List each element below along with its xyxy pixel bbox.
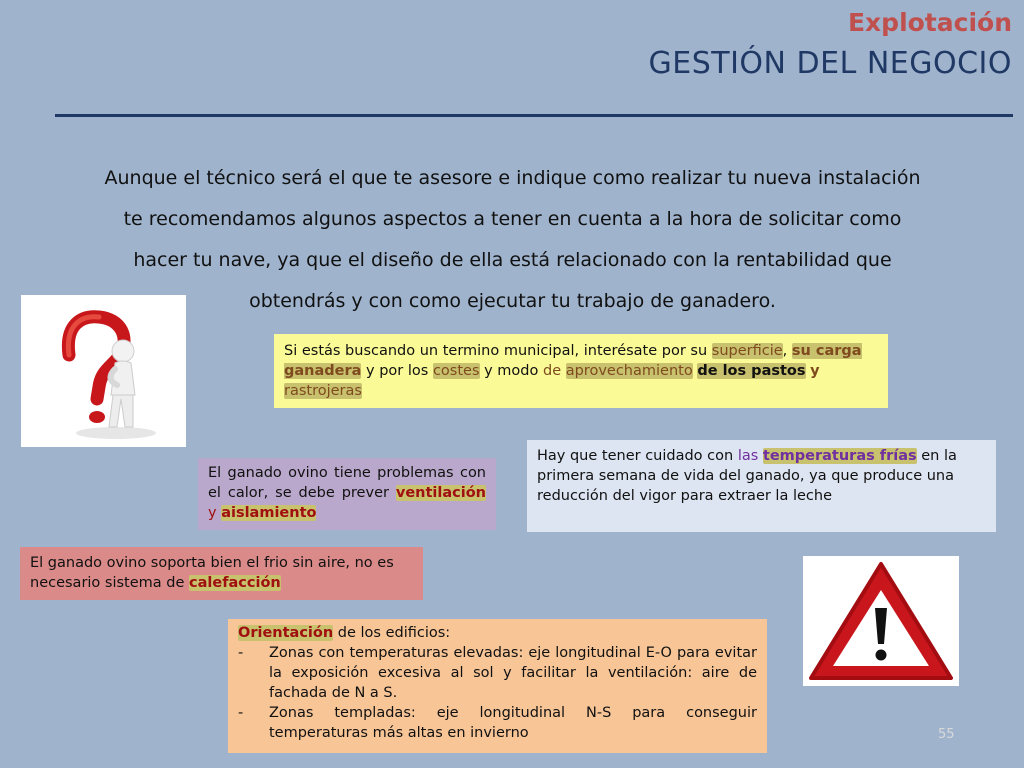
note-text: y — [810, 363, 820, 379]
note-text: de — [542, 363, 562, 379]
list-item — [238, 643, 757, 703]
note-text: de los edificios: — [333, 625, 451, 641]
highlight-rastrojeras: rastrojeras — [284, 383, 362, 399]
highlight-calefaccion: calefacción — [189, 575, 281, 591]
highlight-temperaturas-frias: temperaturas frías — [762, 448, 917, 464]
orange-note-box — [228, 619, 767, 753]
note-text: Hay que tener cuidado con — [537, 448, 738, 464]
question-mark-figure-icon — [21, 295, 186, 447]
note-text: y por los — [361, 363, 433, 379]
highlight-superficie: superficie — [711, 343, 783, 359]
section-title: Explotación — [847, 8, 1012, 37]
lavender-note-box — [198, 458, 496, 530]
note-text: y — [208, 505, 222, 521]
highlight-costes: costes — [432, 363, 480, 379]
intro-line: obtendrás y con como ejecutar tu trabajo de ganadero. — [249, 290, 776, 312]
blue-note-box — [527, 440, 996, 532]
note-text: El ganado ovino soporta bien el frio sin aire, no es necesario sistema de — [30, 555, 394, 591]
note-text: Si estás buscando un termino municipal, interésate por su — [284, 343, 712, 359]
note-text: en la primera semana de vida del ganado, ya que produce una reducción del vigor para extraer la leche — [537, 448, 957, 504]
highlight-aislamiento: aislamiento — [221, 505, 317, 521]
intro-paragraph — [60, 158, 965, 322]
list-dash: - — [238, 705, 244, 721]
page-title: GESTIÓN DEL NEGOCIO — [648, 46, 1012, 81]
highlight-carga-ganadera: su carga ganadera — [284, 343, 862, 379]
pink-note-box — [20, 547, 423, 600]
yellow-note-box — [274, 334, 888, 408]
note-text: y modo — [479, 363, 543, 379]
note-text: las — [737, 448, 759, 464]
note-text: El ganado ovino tiene problemas con el calor, se debe prever — [208, 465, 486, 501]
list-item — [238, 703, 757, 743]
intro-line: Aunque el técnico será el que te asesore e indique como realizar tu nueva instalación — [104, 167, 921, 189]
highlight-pastos: de los pastos — [697, 363, 806, 379]
warning-triangle-icon — [803, 556, 959, 686]
note-text: , — [782, 343, 792, 359]
highlight-aprovechamiento: aprovechamiento — [565, 363, 693, 379]
list-dash: - — [238, 645, 244, 661]
orange-heading — [238, 623, 757, 643]
list-item-text: Zonas con temperaturas elevadas: eje longitudinal E-O para evitar la exposición excesiva al sol y facilitar la ventilación: aire de fachada de N a S. — [269, 645, 757, 701]
intro-line: hacer tu nave, ya que el diseño de ella está relacionado con la rentabilidad que — [133, 249, 892, 271]
title-divider — [55, 114, 1013, 117]
intro-line: te recomendamos algunos aspectos a tener en cuenta a la hora de solicitar como — [123, 208, 902, 230]
page-number: 55 — [938, 727, 955, 742]
list-item-text: Zonas templadas: eje longitudinal N-S para conseguir temperaturas más altas en invierno — [269, 705, 757, 741]
highlight-ventilacion: ventilación — [395, 485, 486, 501]
highlight-orientacion: Orientación — [238, 625, 334, 641]
